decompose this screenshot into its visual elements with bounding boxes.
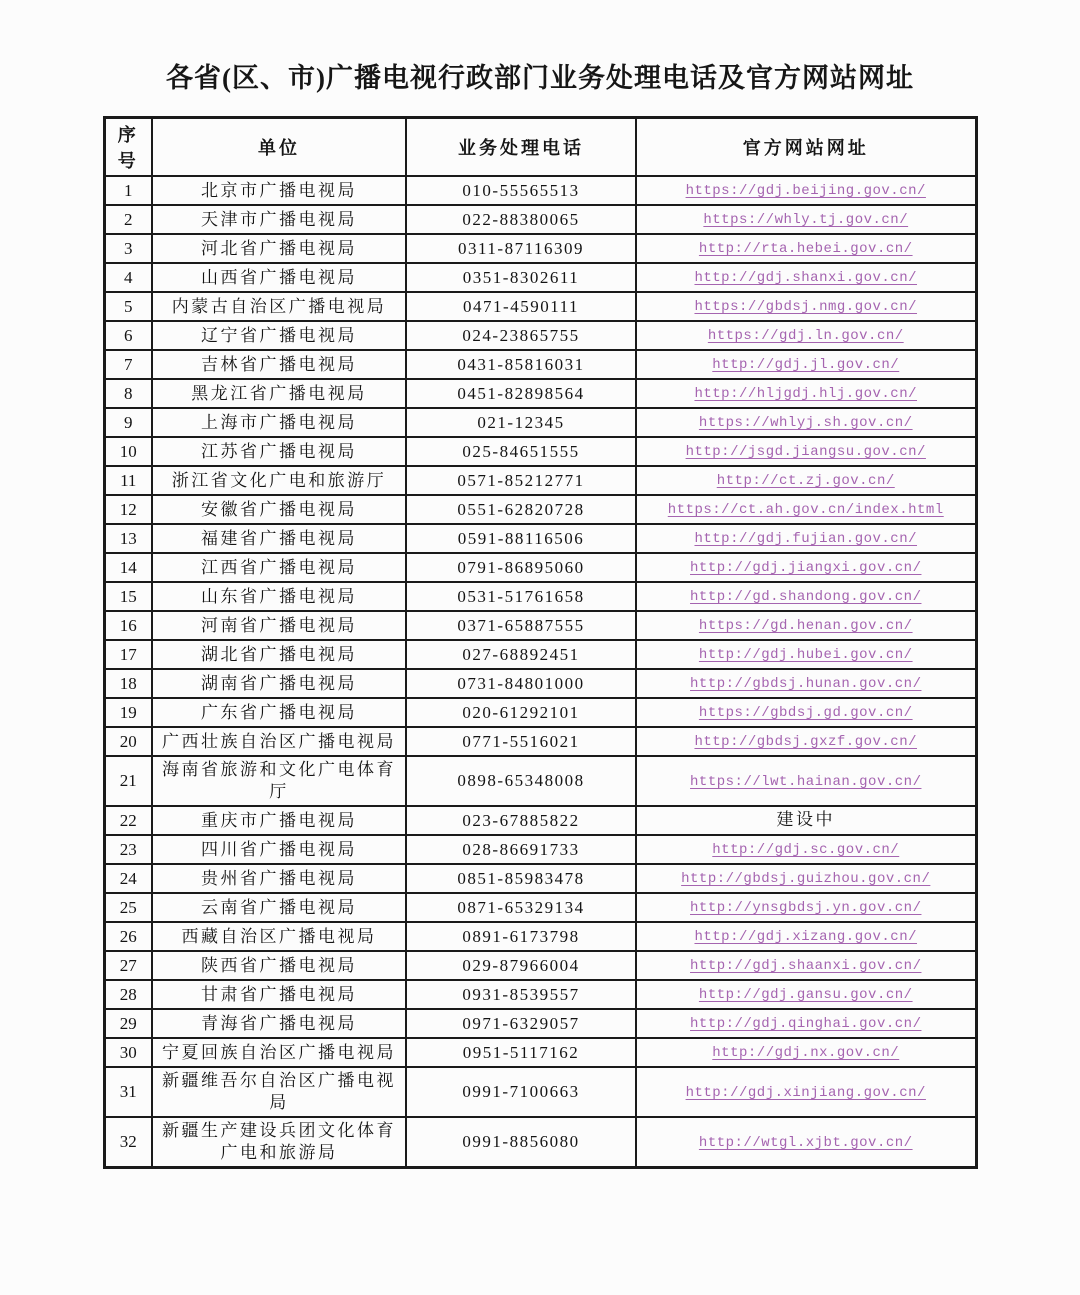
row-number-cell: 28 — [104, 980, 152, 1009]
unit-cell: 重庆市广播电视局 — [152, 806, 406, 835]
unit-cell: 陕西省广播电视局 — [152, 951, 406, 980]
table-row — [104, 379, 976, 408]
phone-cell: 0471-4590111 — [406, 292, 636, 321]
website-cell — [636, 524, 976, 553]
website-cell — [636, 951, 976, 980]
row-number-cell: 6 — [104, 321, 152, 350]
table-row — [104, 582, 976, 611]
phone-cell: 010-55565513 — [406, 176, 636, 205]
phone-cell: 0451-82898564 — [406, 379, 636, 408]
phone-cell: 0931-8539557 — [406, 980, 636, 1009]
row-number-cell: 14 — [104, 553, 152, 582]
unit-cell: 湖北省广播电视局 — [152, 640, 406, 669]
header-no: 序号 — [104, 118, 152, 177]
header-unit: 单位 — [152, 118, 406, 177]
table-row — [104, 1038, 976, 1067]
website-link[interactable]: http://hljgdj.hlj.gov.cn/ — [694, 386, 918, 402]
website-cell — [636, 756, 976, 806]
website-link[interactable]: http://gdj.jl.gov.cn/ — [712, 357, 900, 373]
row-number-cell: 23 — [104, 835, 152, 864]
unit-cell: 江苏省广播电视局 — [152, 437, 406, 466]
row-number-cell: 3 — [104, 234, 152, 263]
table-header — [104, 118, 976, 177]
phone-cell: 0891-6173798 — [406, 922, 636, 951]
row-number-cell: 32 — [104, 1117, 152, 1168]
phone-cell: 0871-65329134 — [406, 893, 636, 922]
website-link[interactable]: https://whlyj.sh.gov.cn/ — [698, 415, 913, 431]
phone-cell: 023-67885822 — [406, 806, 636, 835]
website-cell — [636, 408, 976, 437]
table-row — [104, 980, 976, 1009]
phone-cell: 0571-85212771 — [406, 466, 636, 495]
unit-cell: 山东省广播电视局 — [152, 582, 406, 611]
unit-cell: 广东省广播电视局 — [152, 698, 406, 727]
row-number-cell: 17 — [104, 640, 152, 669]
row-number-cell: 7 — [104, 350, 152, 379]
website-link[interactable]: http://gdj.fujian.gov.cn/ — [694, 531, 918, 547]
website-cell — [636, 553, 976, 582]
website-link[interactable]: http://gdj.xizang.gov.cn/ — [694, 929, 918, 945]
website-link[interactable]: http://gdj.xinjiang.gov.cn/ — [685, 1084, 926, 1101]
phone-cell: 028-86691733 — [406, 835, 636, 864]
table-row — [104, 176, 976, 205]
website-cell — [636, 1038, 976, 1067]
row-number-cell: 13 — [104, 524, 152, 553]
phone-cell: 0371-65887555 — [406, 611, 636, 640]
phone-cell: 0531-51761658 — [406, 582, 636, 611]
row-number-cell: 8 — [104, 379, 152, 408]
phone-cell: 021-12345 — [406, 408, 636, 437]
phone-cell: 0851-85983478 — [406, 864, 636, 893]
phone-cell: 0771-5516021 — [406, 727, 636, 756]
website-link[interactable]: http://ct.zj.gov.cn/ — [716, 473, 895, 489]
phone-cell: 0991-8856080 — [406, 1117, 636, 1168]
website-link[interactable]: http://gdj.nx.gov.cn/ — [712, 1045, 900, 1061]
website-cell — [636, 176, 976, 205]
website-link[interactable]: http://jsgd.jiangsu.gov.cn/ — [685, 444, 926, 460]
table-row — [104, 350, 976, 379]
phone-cell: 029-87966004 — [406, 951, 636, 980]
unit-cell: 河南省广播电视局 — [152, 611, 406, 640]
table-row — [104, 806, 976, 835]
row-number-cell: 25 — [104, 893, 152, 922]
table-row — [104, 263, 976, 292]
table-row — [104, 698, 976, 727]
row-number-cell: 9 — [104, 408, 152, 437]
row-number-cell: 19 — [104, 698, 152, 727]
row-number-cell: 10 — [104, 437, 152, 466]
phone-cell: 027-68892451 — [406, 640, 636, 669]
row-number-cell: 1 — [104, 176, 152, 205]
table-row — [104, 495, 976, 524]
phone-cell: 024-23865755 — [406, 321, 636, 350]
unit-cell: 辽宁省广播电视局 — [152, 321, 406, 350]
website-link[interactable]: http://gdj.gansu.gov.cn/ — [698, 987, 913, 1003]
website-link[interactable]: https://ct.ah.gov.cn/index.html — [667, 502, 944, 518]
unit-cell: 山西省广播电视局 — [152, 263, 406, 292]
website-cell — [636, 611, 976, 640]
website-link[interactable]: http://gdj.shaanxi.gov.cn/ — [690, 958, 922, 974]
website-cell — [636, 466, 976, 495]
unit-cell: 安徽省广播电视局 — [152, 495, 406, 524]
table-row — [104, 437, 976, 466]
table-row — [104, 466, 976, 495]
row-number-cell: 31 — [104, 1067, 152, 1117]
phone-cell: 0991-7100663 — [406, 1067, 636, 1117]
unit-cell: 贵州省广播电视局 — [152, 864, 406, 893]
table-row — [104, 611, 976, 640]
phone-cell: 0311-87116309 — [406, 234, 636, 263]
phone-cell: 0351-8302611 — [406, 263, 636, 292]
table-body — [104, 176, 976, 1168]
header-phone: 业务处理电话 — [406, 118, 636, 177]
table-row — [104, 640, 976, 669]
row-number-cell: 27 — [104, 951, 152, 980]
row-number-cell: 29 — [104, 1009, 152, 1038]
phone-cell: 0951-5117162 — [406, 1038, 636, 1067]
website-link[interactable]: http://gbdsj.hunan.gov.cn/ — [690, 676, 922, 692]
website-link[interactable]: http://gdj.hubei.gov.cn/ — [698, 647, 913, 663]
website-cell — [636, 263, 976, 292]
row-number-cell: 5 — [104, 292, 152, 321]
table-row — [104, 1067, 976, 1117]
unit-cell: 海南省旅游和文化广电体育厅 — [152, 756, 406, 806]
unit-cell: 甘肃省广播电视局 — [152, 980, 406, 1009]
unit-cell: 天津市广播电视局 — [152, 205, 406, 234]
website-cell — [636, 727, 976, 756]
website-link[interactable]: http://gdj.shanxi.gov.cn/ — [694, 270, 918, 286]
website-cell — [636, 1067, 976, 1117]
phone-cell: 0731-84801000 — [406, 669, 636, 698]
website-link[interactable]: http://gdj.jiangxi.gov.cn/ — [690, 560, 922, 576]
row-number-cell: 21 — [104, 756, 152, 806]
table-row — [104, 408, 976, 437]
row-number-cell: 30 — [104, 1038, 152, 1067]
table-row — [104, 321, 976, 350]
website-link[interactable]: http://gdj.qinghai.gov.cn/ — [690, 1016, 922, 1032]
table-row — [104, 922, 976, 951]
unit-cell: 宁夏回族自治区广播电视局 — [152, 1038, 406, 1067]
unit-cell: 新疆生产建设兵团文化体育广电和旅游局 — [152, 1117, 406, 1168]
unit-cell: 吉林省广播电视局 — [152, 350, 406, 379]
table-row — [104, 292, 976, 321]
unit-cell: 浙江省文化广电和旅游厅 — [152, 466, 406, 495]
unit-cell: 黑龙江省广播电视局 — [152, 379, 406, 408]
row-number-cell: 26 — [104, 922, 152, 951]
website-cell — [636, 234, 976, 263]
website-cell — [636, 292, 976, 321]
phone-cell: 0591-88116506 — [406, 524, 636, 553]
unit-cell: 北京市广播电视局 — [152, 176, 406, 205]
table-row — [104, 205, 976, 234]
table-row — [104, 669, 976, 698]
website-cell — [636, 835, 976, 864]
unit-cell: 福建省广播电视局 — [152, 524, 406, 553]
website-link[interactable]: http://rta.hebei.gov.cn/ — [698, 241, 913, 257]
row-number-cell: 24 — [104, 864, 152, 893]
phone-cell: 022-88380065 — [406, 205, 636, 234]
website-link[interactable]: http://gbdsj.gxzf.gov.cn/ — [694, 734, 918, 750]
website-cell — [636, 669, 976, 698]
phone-cell: 025-84651555 — [406, 437, 636, 466]
row-number-cell: 15 — [104, 582, 152, 611]
website-cell — [636, 864, 976, 893]
row-number-cell: 16 — [104, 611, 152, 640]
unit-cell: 新疆维吾尔自治区广播电视局 — [152, 1067, 406, 1117]
website-cell — [636, 205, 976, 234]
row-number-cell: 18 — [104, 669, 152, 698]
website-cell — [636, 495, 976, 524]
table-row — [104, 835, 976, 864]
directory-table — [103, 116, 978, 1169]
website-link[interactable]: https://lwt.hainan.gov.cn/ — [690, 773, 922, 790]
row-number-cell: 11 — [104, 466, 152, 495]
website-link[interactable]: http://gbdsj.guizhou.gov.cn/ — [681, 871, 931, 887]
website-cell — [636, 350, 976, 379]
website-link[interactable]: http://wtgl.xjbt.gov.cn/ — [698, 1134, 913, 1151]
website-link[interactable]: http://ynsgbdsj.yn.gov.cn/ — [690, 900, 922, 916]
unit-cell: 湖南省广播电视局 — [152, 669, 406, 698]
website-cell — [636, 437, 976, 466]
unit-cell: 河北省广播电视局 — [152, 234, 406, 263]
table-row — [104, 756, 976, 806]
website-link[interactable]: http://gd.shandong.gov.cn/ — [690, 589, 922, 605]
unit-cell: 青海省广播电视局 — [152, 1009, 406, 1038]
website-link[interactable]: https://whly.tj.gov.cn/ — [703, 212, 909, 228]
header-row — [104, 118, 976, 177]
table-row — [104, 864, 976, 893]
phone-cell: 020-61292101 — [406, 698, 636, 727]
website-link[interactable]: http://gdj.sc.gov.cn/ — [712, 842, 900, 858]
phone-cell: 0551-62820728 — [406, 495, 636, 524]
phone-cell: 0898-65348008 — [406, 756, 636, 806]
table-row — [104, 893, 976, 922]
row-number-cell: 4 — [104, 263, 152, 292]
website-link[interactable]: https://gdj.ln.gov.cn/ — [707, 328, 904, 344]
page-title: 各省(区、市)广播电视行政部门业务处理电话及官方网站网址 — [166, 63, 914, 93]
table-row — [104, 234, 976, 263]
website-cell — [636, 698, 976, 727]
website-link[interactable]: https://gbdsj.nmg.gov.cn/ — [694, 299, 918, 315]
website-cell — [636, 980, 976, 1009]
table-row — [104, 553, 976, 582]
row-number-cell: 22 — [104, 806, 152, 835]
unit-cell: 西藏自治区广播电视局 — [152, 922, 406, 951]
website-cell — [636, 379, 976, 408]
unit-cell: 内蒙古自治区广播电视局 — [152, 292, 406, 321]
unit-cell: 四川省广播电视局 — [152, 835, 406, 864]
website-cell — [636, 1009, 976, 1038]
row-number-cell: 20 — [104, 727, 152, 756]
website-cell — [636, 922, 976, 951]
website-cell — [636, 893, 976, 922]
table-row — [104, 1009, 976, 1038]
table-row — [104, 727, 976, 756]
table-row — [104, 524, 976, 553]
row-number-cell: 2 — [104, 205, 152, 234]
website-link[interactable]: https://gd.henan.gov.cn/ — [698, 618, 913, 634]
unit-cell: 广西壮族自治区广播电视局 — [152, 727, 406, 756]
website-cell — [636, 1117, 976, 1168]
table-row — [104, 951, 976, 980]
phone-cell: 0971-6329057 — [406, 1009, 636, 1038]
website-cell — [636, 640, 976, 669]
website-link[interactable]: https://gdj.beijing.gov.cn/ — [685, 183, 926, 199]
website-status-text: 建设中 — [776, 810, 835, 829]
table-row — [104, 1117, 976, 1168]
unit-cell: 云南省广播电视局 — [152, 893, 406, 922]
website-cell — [636, 321, 976, 350]
row-number-cell: 12 — [104, 495, 152, 524]
unit-cell: 上海市广播电视局 — [152, 408, 406, 437]
website-cell — [636, 582, 976, 611]
website-link[interactable]: https://gbdsj.gd.gov.cn/ — [698, 705, 913, 721]
header-website: 官方网站网址 — [636, 118, 976, 177]
website-cell — [636, 806, 976, 835]
phone-cell: 0431-85816031 — [406, 350, 636, 379]
unit-cell: 江西省广播电视局 — [152, 553, 406, 582]
phone-cell: 0791-86895060 — [406, 553, 636, 582]
